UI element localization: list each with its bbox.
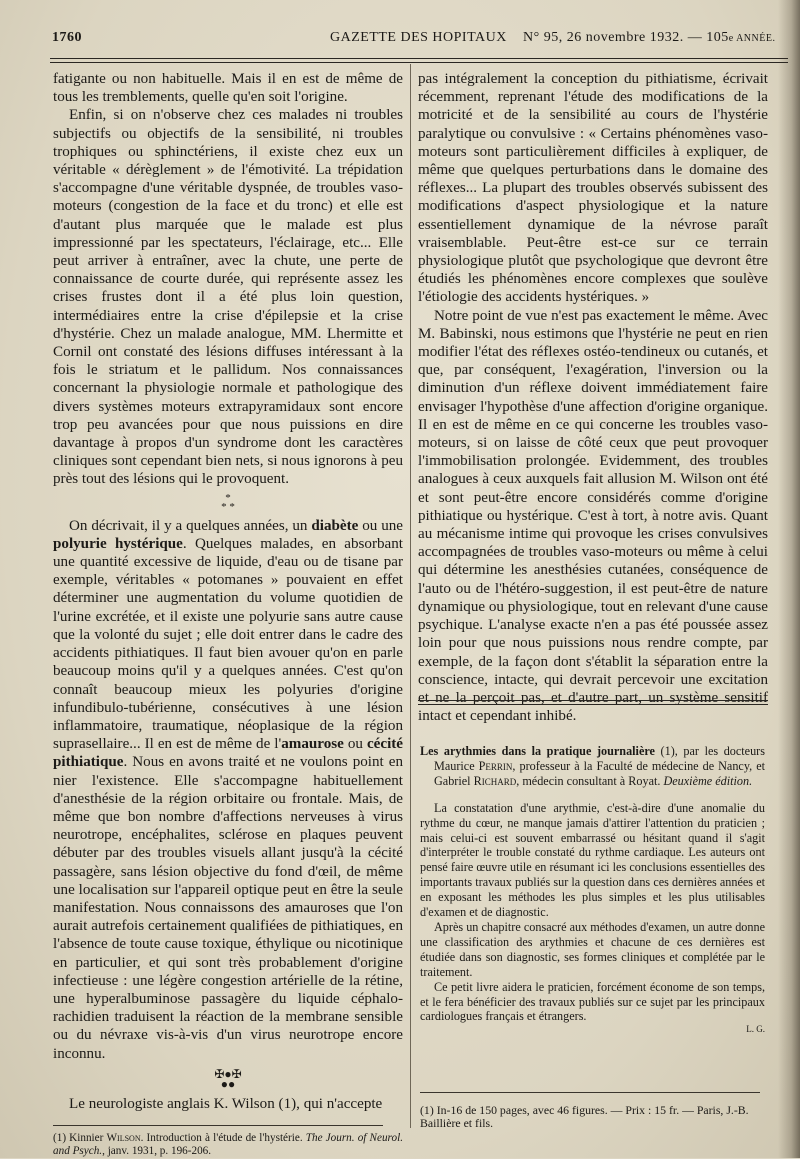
- paragraph-polyuria: [53, 517, 403, 1063]
- paragraph-wilson: Le neurologiste anglais K. Wilson (1), qui n'accepte: [69, 1095, 383, 1112]
- footnote-author: Wilson: [106, 1131, 141, 1144]
- paragraph-wilson-quote: pas intégralement la conception du pithiatisme, écrivait récemment, reprenant l'étude des modifications de la motricité et de la sensibilité au cours de l'hystérie paralytique ou convulsive : « Certains phénomènes vaso-moteurs sont particulièrement difficiles à expliquer, de même que quelques perturbations dans le domaine des réflexes... La plupart des troubles observés subissent des modifications d'aspect physiologique et la nature essentiellement dynamique de la névrose paraît vraisemblable. Peut-être est-ce sur ce terrain physiologique plutôt que psychologique que devront être étudiés les phénomènes encore complexes que soulève l'étiologie des accidents hystériques. »: [418, 71, 768, 306]
- text-run: , janv. 1931, p. 196-206.: [102, 1145, 212, 1158]
- ornament-bottom: ●●: [220, 1076, 236, 1091]
- review-signature: L. G.: [746, 1024, 765, 1035]
- review-author-richard: Richard: [473, 773, 517, 788]
- bold-term-polyurie: polyurie hystérique: [53, 535, 183, 552]
- page-edge-shadow: [778, 0, 800, 1158]
- journal-title: GAZETTE DES HOPITAUX: [330, 30, 507, 45]
- text-run: . Nous en avons traité et ne voulons point en nier l'existence. Elle s'accompagne habituellement d'anesthésie de la région orbitaire ou frontale. Mais, de même que bon nombre d'affections nerveuses à virus neurotrope, encéphalites, sclérose en plaques peuvent débuter par des troubles visuels allant jusqu'à la cécité passagère, sans lésion objective du fond d'œil, de même une localisation sur l'appareil optique peut en être la seule manifestation. Nous connaissons des amauroses que l'on aurait autrefois certainement qualifiées de pithiatiques, en l'absence de toute cause toxique, éthylique ou nicotinique en particulier, et qui sont très probablement d'origine infectieuse : une légère congestion artérielle de la rétine, une hyperalbuminose passagère du liquide céphalo-rachidien traduisent la réaction de la membrane sensible ou du névraxe vis-à-vis d'un virus neurotrope encore inconnu.: [53, 754, 403, 1062]
- footnote-wilson: [53, 1132, 403, 1159]
- paragraph-babinski: Notre point de vue n'est pas exactement le même. Avec M. Babinski, nous estimons que l'hystérie ne peut en rien modifier l'état des réflexes ostéo-tendineux ou cutanés, et que, par conséquent, l'exagération, l'inversion ou la diminution d'un réflexe doivent immédiatement faire envisager l'hypothèse d'une affection d'origine organique. Il en est de même en ce qui concerne les troubles vaso-moteurs, si on laisse de côté ceux que peut provoquer l'immobilisation prolongée. Evidemment, des troubles analogues à ceux auxquels fait allusion M. Wilson ont été et sont peut-être encore considérés comme d'origine pithiatique ou hystérique. C'est à tort, à notre avis. Quant au mécanisme intime qui provoque les crises convulsives accompagnées de troubles vaso-moteurs ou même à celui qui détermine les anesthésies cutanées, conséquence de l'auto ou de l'hétéro-suggestion, il est peut-être de nature dynamique ou physiologique, tout en relevant d'une cause psychique. L'analyse exacte n'en a pas été poussée assez loin pour que nous puissions nous rendre compte, par exemple, de la façon dont s'établit la séparation entre la conscience, intacte, qui devrait percevoir une excitation et ne la perçoit pas, et d'autre part, un système sensitif intact et cependant inhibé.: [418, 307, 768, 725]
- spacer: [420, 789, 765, 801]
- review-paragraph-1: La constatation d'une arythmie, c'est-à-dire d'une anomalie du rythme du cœur, ne manque jamais d'attirer l'attention du praticien ; mais celui-ci est souvent embarrassé ou hésitant quand il s'agit d'interpréter le trouble constaté du rythme cardiaque. Les auteurs ont pensé faire œuvre utile en résumant ici les conclusions essentielles des importants travaux publiés sur la question dans ces dernières années et en exposant les méthodes les plus simples et les plus utilisables d'examen et de diagnostic.: [420, 800, 765, 920]
- page-header: [40, 30, 780, 52]
- text-run: . Introduction à l'étude de l'hystérie.: [140, 1131, 306, 1144]
- asterism-bottom: * *: [221, 500, 235, 513]
- text-run: ou: [343, 736, 367, 753]
- text-run: ou une: [358, 517, 403, 534]
- issue-year: e ANNÉE.: [728, 33, 776, 44]
- paragraph-emotivity: Enfin, si on n'observe chez ces malades ni troubles subjectifs ou objectifs de la sensibilité, ni troubles trophiques ou sphinctériens, il existe chez eux un véritable « dérèglement » de l'émotivité. La trépidation s'accompagne d'une véritable dyspnée, de troubles vaso-moteurs (congestion de la face et du tronc) et elle est d'autant plus marquée que le malade est plus impressionné par les spectateurs, l'éclairage, etc... Elle peut arriver à entraîner, avec la chute, une perte de connaissance de courte durée, qui représente assez les crises frustes dont il a été plus loin question, intermédiaires entre la crise d'épilepsie et la crise d'hystérie. Chez un malade analogue, MM. Lhermitte et Cornil ont constaté des lésions diffuses intéressant à la fois le striatum et le pallidum. Nos connaissances concernant la physiologie normale et pathologique des divers systèmes moteurs extrapyramidaux sont encore trop peu avancées pour que nous puissions en dire davantage à propos d'un syndrome dont les caractères cliniques sont cependant bien nets, si nous ignorons à peu près tout des lésions qui le provoquent.: [53, 107, 403, 488]
- ornament-top: ✠●✠: [214, 1066, 242, 1081]
- right-column: [418, 70, 768, 725]
- bold-term-amaurose: amaurose: [281, 736, 344, 753]
- section-ornament: [53, 1066, 403, 1091]
- left-column: [53, 70, 403, 1159]
- footnote-rule: [53, 1125, 383, 1126]
- text-run: . Quelques malades, en absorbant une quantité excessive de liquide, d'eau ou de tisane par exemple, véritables « potomanes » pouvaient en effet déterminer une augmentation du volume quotidien de l'urine excrétée, et il existe une polyurie sans autre cause que la volonté du sujet ; elle doit entrer dans le cadre des accidents pithiatiques. Il faut bien avouer qu'on en parle beaucoup moins qu'il y a quelques années. C'est qu'on connaît beaucoup mieux les polyuries d'origine infundibulo-tubérienne, consécutives à une lésion inflammatoire, traumatique, néoplasique de la région suprasellaire... Il en est de même de l': [53, 535, 403, 753]
- footnote-journal: The Journ. of Neurol. and Psych.: [53, 1131, 403, 1158]
- review-title: [420, 744, 765, 789]
- review-rule: [418, 700, 768, 705]
- paragraph-continued: fatigante ou non habituelle. Mais il en est de même de tous les tremblements, quelle qu'en soit l'origine.: [53, 71, 403, 106]
- review-footnote: (1) In-16 de 150 pages, avec 46 figures. — Prix : 15 fr. — Paris, J.-B. Baillière et fils.: [420, 1103, 749, 1131]
- bold-term-cecite: cécité pithiatique: [53, 736, 404, 771]
- review-paragraph-2: Après un chapitre consacré aux méthodes d'examen, un autre donne une classification des arythmies et chacune de ces dernières est étudiée dans son diagnostic, ses formes cliniques et complétée par le traitement.: [420, 919, 765, 979]
- review-edition: Deuxième édition.: [663, 773, 753, 788]
- text-run: On décrivait, il y a quelques années, un: [69, 517, 312, 534]
- asterism-top: *: [225, 491, 231, 504]
- review-paragraph-3: Ce petit livre aidera le praticien, forcément économe de son temps, et le fera bénéficier des travaux publiés sur ce sujet par les principaux cardiologues français et étrangers.: [420, 979, 765, 1024]
- column-divider: [410, 64, 411, 1128]
- review-footnote-rule: [420, 1092, 760, 1093]
- section-asterism: [53, 493, 403, 511]
- text-run: , professeur à la Faculté de médecine de Nancy, et Gabriel: [434, 758, 765, 788]
- page-number: 1760: [52, 30, 82, 45]
- header-rule: [50, 58, 788, 63]
- book-review: [420, 744, 765, 1037]
- review-author-perrin: Perrin: [478, 758, 513, 773]
- text-run: , médecin consultant à Royat.: [516, 773, 664, 788]
- review-book-title: Les arythmies dans la pratique journalière: [420, 744, 655, 758]
- text-run: (1), par les docteurs Maurice: [434, 744, 765, 773]
- bold-term-diabete: diabète: [311, 517, 359, 534]
- text-run: (1) Kinnier: [53, 1131, 107, 1144]
- issue-date: N° 95, 26 novembre 1932. — 105: [523, 30, 729, 45]
- issue-line: [523, 30, 775, 46]
